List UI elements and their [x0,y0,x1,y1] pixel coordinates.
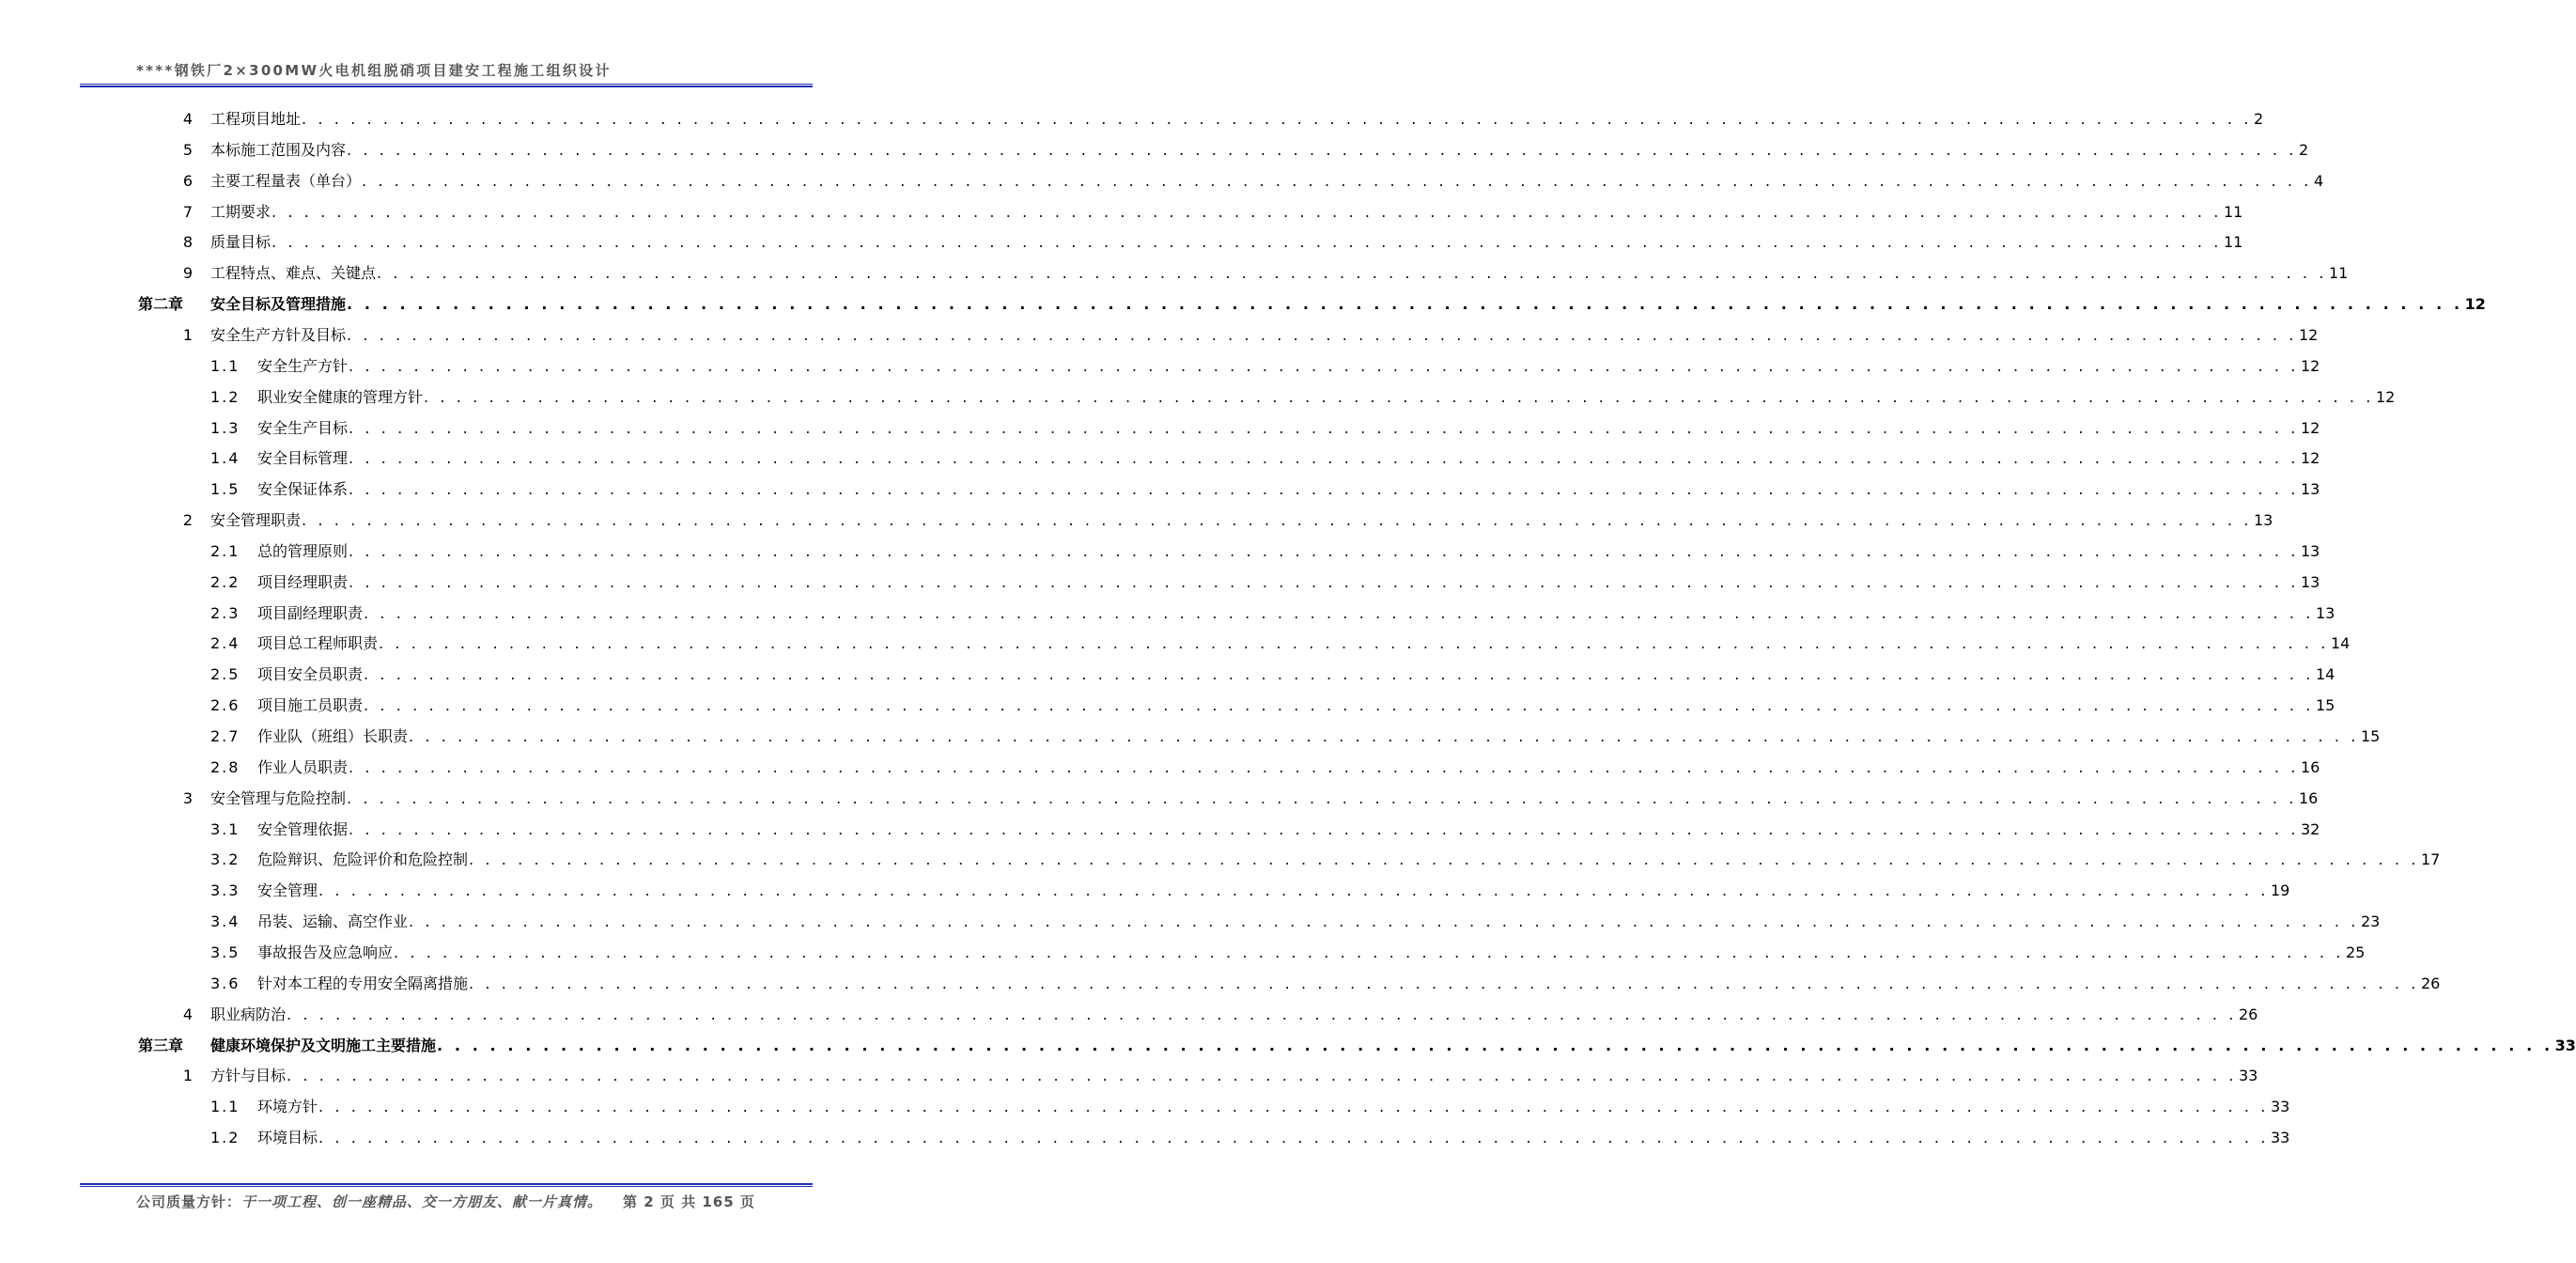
toc-entry-number: 3.5 [210,943,241,961]
toc-dot-leader: . . . . . . . . . . . . . . . . . . . . . . . . . . . . . . . . . . . . . . . . . . . . . . . . . . . . . . . . . . . . . . . . . . . . . . . . . . . . . . . . . . . . . . . . . . . . . . . . . . . . . . . . . . . . . . . . . . . . . . . . [469,850,2419,869]
toc-entry[interactable] [0,906,2381,937]
toc-entry-title: 职业安全健康的管理方针 [257,387,424,406]
toc-entry-page: 15 [2315,696,2335,715]
toc-entry-page: 14 [2330,634,2351,653]
toc-entry[interactable] [0,1030,2576,1061]
toc-entry-number: 2.8 [210,757,241,776]
toc-entry-title: 总的管理原则 [257,541,349,560]
toc-entry-number: 2.7 [210,727,241,745]
toc-entry-page: 32 [2300,819,2320,838]
toc-entry-page: 13 [2300,480,2320,499]
toc-entry[interactable] [0,721,2381,752]
toc-entry-title: 安全管理依据 [257,819,349,838]
toc-entry-number: 2.5 [210,665,241,684]
toc-entry[interactable] [0,1122,2290,1153]
toc-entry-page: 33 [2554,1036,2576,1054]
toc-entry-page: 12 [2300,418,2320,437]
toc-entry-title: 针对本工程的专用安全隔离措施 [257,974,469,992]
toc-entry-page: 4 [2313,171,2324,190]
footer-rule [80,1183,813,1185]
toc-entry-page: 11 [2223,233,2243,252]
toc-dot-leader: . . . . . . . . . . . . . . . . . . . . . . . . . . . . . . . . . . . . . . . . . . . . . . . . . . . . . . . . . . . . . . . . . . . . . . . . . . . . . . . . . . . . . . . . . . . . . . . . . . . . . . . . . . . . . . . . . . . . . . . . [349,356,2299,375]
toc-entry-title: 危险辩识、危险评价和危险控制 [257,850,469,869]
toc-entry-page: 33 [2238,1067,2258,1085]
toc-entry[interactable] [0,134,2309,165]
toc-dot-leader: . . . . . . . . . . . . . . . . . . . . . . . . . . . . . . . . . . . . . . . . . . . . . . . . . . . . . . . . . . . . . . . . . . . . . . . . . . . . . . . . . . . . . . . . . . . . . . . . . . . . . . . . . . . . . . . . . . . . . . . . [349,449,2299,468]
toc-dot-leader: . . . . . . . . . . . . . . . . . . . . . . . . . . . . . . . . . . . . . . . . . . . . . . . . . . . . . . . . . . . . . . . . . . . . . . . . . . . . . . . . . . . . . . . . . . . . . . . . . . . . . . . . . . . . . . . . . . . . . . . . [409,912,2359,931]
footer-motto: 干一项工程、创一座精品、交一方朋友、献一片真情。 [241,1193,603,1210]
toc-dot-leader: . . . . . . . . . . . . . . . . . . . . . . . . . . . . . . . . . . . . . . . . . . . . . . . . . . . . . . . . . . . . . . . . . . . . . . . . . . . . . . . . . . . . . . . . . . . . . . . . . . . . . . . . . . . . . . . . . . . . . . . . [364,696,2314,715]
footer-rule-thin [80,1186,813,1187]
page-header-title: ****钢铁厂2×300MW火电机组脱硝项目建安工程施工组织设计 [136,62,612,79]
toc-entry-page: 33 [2270,1098,2290,1116]
toc-dot-leader: . . . . . . . . . . . . . . . . . . . . . . . . . . . . . . . . . . . . . . . . . . . . . . . . . . . . . . . . . . . . . . . . . . . . . . . . . . . . . . . . . . . . . . . . . . . . . . . . . . . . . . . . . . . . . . . . . . . . . . . . [394,943,2344,961]
toc-entry-title: 环境方针 [257,1098,318,1116]
toc-entry-title: 项目总工程师职责 [257,634,379,653]
toc-entry-title: 事故报告及应急响应 [257,943,394,961]
toc-entry-title: 健康环境保护及文明施工主要措施 [210,1036,437,1054]
toc-dot-leader: . . . . . . . . . . . . . . . . . . . . . . . . . . . . . . . . . . . . . . . . . . . . . . . . . . . . . . . . . . . . . . . . . . . . . . . . . . . . . . . . . . . . . . . . . . . . . . . . . . . . . . . . . . . . . . . . . . . . . . . . [287,1067,2237,1085]
toc-entry-page: 2 [2298,140,2309,159]
toc-entry-page: 26 [2420,974,2441,992]
toc-entry-number: 2.1 [210,541,241,560]
toc-entry[interactable] [0,999,2258,1030]
toc-dot-leader: . . . . . . . . . . . . . . . . . . . . . . . . . . . . . . . . . . . . . . . . . . . . . . . . . . . . . . . . . . . . . . . . . . . . . . . . . . . . . . . . . . . . . . . . . . . . . . . . . . . . . . . . . . . . . . . . . . . . . . . . [469,974,2419,992]
toc-entry-title: 质量目标 [210,233,272,252]
toc-entry-number: 2.2 [210,572,241,591]
toc-entry[interactable] [0,443,2320,474]
toc-entry-title: 安全目标及管理措施 [210,295,347,314]
toc-entry-number: 1 [182,325,193,344]
toc-entry-page: 11 [2328,264,2349,283]
toc-dot-leader: . . . . . . . . . . . . . . . . . . . . . . . . . . . . . . . . . . . . . . . . . . . . . . . . . . . . . . . . . . . . . . . . . . . . . . . . . . . . . . . . . . . . . . . . . . . . . . . . . . . . . . . . . . . . . . . . . . . . . . . . [272,202,2222,221]
toc-dot-leader: . . . . . . . . . . . . . . . . . . . . . . . . . . . . . . . . . . . . . . . . . . . . . . . . . . . . . . . . . . . . . . . . . . . . . . . . . . . . . . . . . . . . . . . . . . . . . . . . . . . . . . . . . . . . . . . . . . . . . . . . [377,264,2327,283]
toc-entry-number: 4 [182,110,193,128]
toc-entry-number: 1 [182,1067,193,1085]
toc-entry-title: 安全生产方针及目标 [210,325,347,344]
toc-entry-page: 13 [2300,541,2320,560]
toc-dot-leader: . . . . . . . . . . . . . . . . . . . . . . . . . . . . . . . . . . . . . . . . . . . . . . . . . . . . . . . . . . . . . . . . . . . . . . . . . . . . . . . . . . . . . . . . . . . . . . . . . . . . . . . . . . . . . . . . . . . . . . . . [409,727,2359,745]
toc-entry-page: 17 [2420,850,2441,869]
toc-entry-number: 1.3 [210,418,241,437]
toc-entry[interactable] [0,814,2320,845]
toc-dot-leader: . . . . . . . . . . . . . . . . . . . . . . . . . . . . . . . . . . . . . . . . . . . . . . . . . . . . . . . . . . . . . . . . . . . . . . . . . . . . . . . . . . . . . . . . . . . . . . . . . . . . . . . . . . . . . . . . . . . . . . . . [287,1005,2237,1023]
toc-entry-title: 安全管理职责 [210,511,302,530]
toc-entry-number: 2 [182,511,193,530]
toc-entry-page: 12 [2464,295,2486,314]
toc-dot-leader: . . . . . . . . . . . . . . . . . . . . . . . . . . . . . . . . . . . . . . . . . . . . . . . . . . . . . . . . . . . . . . . . . . . . . . . . . . . . . . . . . . . . . . . . . . . . . . . . . . . . . . . . . . . . . . . . . . . . . . . . [424,387,2374,406]
toc-entry[interactable] [0,690,2335,721]
toc-entry[interactable] [0,598,2335,629]
toc-entry-title: 项目经理职责 [257,572,349,591]
toc-entry[interactable] [0,226,2243,257]
toc-entry[interactable] [0,103,2264,134]
toc-entry-number: 1.1 [210,356,241,375]
toc-dot-leader: . . . . . . . . . . . . . . . . . . . . . . . . . . . . . . . . . . . . . . . . . . . . . . . . . . . . . . . . . . . . . . . . . . . . . . . . . . . . . . . . . . . . . . . . . . . . . . . . . . . . . . . . . . . . . . . . . . . . . . . . [349,418,2299,437]
header-rule [80,84,813,85]
toc-entry[interactable] [0,536,2320,567]
toc-entry-number: 2.3 [210,603,241,622]
toc-entry-title: 项目安全员职责 [257,665,364,684]
toc-entry-title: 安全保证体系 [257,480,349,499]
toc-entry[interactable] [0,474,2320,505]
toc-dot-leader: . . . . . . . . . . . . . . . . . . . . . . . . . . . . . . . . . . . . . . . . . . . . . . . . . . . . . . . . . . . . . . . . . . . . . . . . . . . . . . . . . . . . . . . . . . . . . . . . . . . . . . . . . . . . . . . . . . . . . . . . [364,665,2314,684]
toc-entry-number: 1.2 [210,1129,241,1147]
toc-entry-title: 安全生产方针 [257,356,349,375]
toc-dot-leader: . . . . . . . . . . . . . . . . . . . . . . . . . . . . . . . . . . . . . . . . . . . . . . . . . . . . . . . . . . . . . . . . . . . . . . . . . . . . . . . . . . . . . . . . . . . . . . . . . . . . . . . . . . . . . . . . . . . . . . . . [379,634,2329,653]
toc-entry[interactable] [0,752,2320,783]
toc-entry[interactable] [0,382,2396,413]
toc-entry-number: 4 [182,1005,193,1023]
header-rule-thick [80,86,813,87]
toc-entry-page: 26 [2238,1005,2258,1023]
toc-entry-number: 1.1 [210,1098,241,1116]
toc-entry-title: 方针与目标 [210,1067,287,1085]
toc-entry[interactable] [0,505,2273,536]
toc-entry-page: 12 [2300,356,2320,375]
toc-entry-page: 25 [2345,943,2366,961]
toc-entry[interactable] [0,783,2319,814]
toc-entry[interactable] [0,257,2349,288]
toc-entry-number: 2.4 [210,634,241,653]
toc-entry-page: 13 [2315,603,2335,622]
toc-entry-number: 2.6 [210,696,241,715]
toc-entry-title: 工期要求 [210,202,272,221]
toc-entry-title: 作业队（班组）长职责 [257,727,409,745]
toc-dot-leader: . . . . . . . . . . . . . . . . . . . . . . . . . . . . . . . . . . . . . . . . . . . . . . . . . . . . . . . . . . . . . . . . . . . . . . . . . . . . . . . . . . . . . . . . . . . . . . . . . . . . . . . . . . . . . . . . . . . . . . . . [318,1098,2269,1116]
toc-entry-page: 11 [2223,202,2243,221]
toc-dot-leader: . . . . . . . . . . . . . . . . . . . . . . . . . . . . . . . . . . . . . . . . . . . . . . . . . . . . . . . . . . . . . . . . . . . . . . . . . . . . . . . . . . . . . . . . . . . . . . . . . . . . . . . . . . . . . . . . . . . . . . . . [349,757,2299,776]
toc-entry-page: 16 [2298,788,2319,807]
toc-entry-page: 16 [2300,757,2320,776]
toc-entry-page: 14 [2315,665,2335,684]
toc-dot-leader: . . . . . . . . . . . . . . . . . . . . . . . . . . . . . . . . . . . . . . . . . . . . . . . . . . . . . . . . . . . . . . . . . . . . . . . . . . . . . . . . . . . . . . . . . . . . . . . . . . . . . . . . . . . . . . . . . . . . . . . . [302,110,2252,128]
toc-entry[interactable] [0,844,2441,875]
toc-entry[interactable] [0,320,2319,351]
toc-entry-title: 项目副经理职责 [257,603,364,622]
toc-dot-leader: . . . . . . . . . . . . . . . . . . . . . . . . . . . . . . . . . . . . . . . . . . . . . . . . . . . . . . . . . . . . . . . . . . . . . . . . . . . . . . . . . . . . . . . . . . . . . . . . . . . . . . . . . . . . . . . . . . . . . . . . [272,233,2222,252]
toc-entry-title: 作业人员职责 [257,757,349,776]
toc-entry-title: 职业病防治 [210,1005,287,1023]
footer-label: 公司质量方针： [136,1193,242,1210]
toc-dot-leader: . . . . . . . . . . . . . . . . . . . . . . . . . . . . . . . . . . . . . . . . . . . . . . . . . . . . . . . . . . . . . . . . . . . . . . . . . . . . . . . . . . . . . . . . . . . . . . . . . . . . . . . . . . . . . . . . . . . . . . . . [347,140,2297,159]
toc-entry[interactable] [0,165,2324,196]
toc-entry-number: 3.3 [210,881,241,900]
toc-entry-title: 安全管理 [257,881,318,900]
toc-entry-title: 本标施工范围及内容 [210,140,347,159]
toc-entry-title: 安全管理与危险控制 [210,788,347,807]
toc-entry[interactable] [0,288,2486,320]
toc-entry[interactable] [0,659,2335,690]
toc-dot-leader: . . . . . . . . . . . . . . . . . . . . . . . . . . . . . . . . . . . . . . . . . . . . . . . . . . . . . . . . . . . . . . . . . . . . . . . . . . . . . . . . . . . . . . . . . . . . . . . . . . . . . . . . . . . . . . . . . . . . . . . . [349,819,2299,838]
toc-dot-leader: . . . . . . . . . . . . . . . . . . . . . . . . . . . . . . . . . . . . . . . . . . . . . . . . . . . . . . . . . . . . . . . . . . . . . . . . . . . . . . . . . . . . . . . . . . . . . . . . . . . . . . . . . . . . . . . . . . . . . . . . [347,325,2297,344]
toc-entry[interactable] [0,196,2243,227]
toc-entry-title: 工程特点、难点、关键点 [210,264,377,283]
toc-dot-leader: . . . . . . . . . . . . . . . . . . . . . . . . . . . . . . . . . . . . . . . . . . . . . . . . . . . . . . . . . . . . . . . . . . . . . . . . . . . . . . . . . . . . . . . . . . . . . . . . . . . . . . . . . . . . . . . . . . . . . . . . [318,1129,2269,1147]
toc-dot-leader: . . . . . . . . . . . . . . . . . . . . . . . . . . . . . . . . . . . . . . . . . . . . . . . . . . . . . . . . . . . . . . . . . . . . . . . . . . . . . . . . . . . . . . . . . . . . . . . . . . . . . . . . . . . . . . . . . . . . . . . . [349,480,2299,499]
toc-dot-leader: . . . . . . . . . . . . . . . . . . . . . . . . . . . . . . . . . . . . . . . . . . . . . . . . . . . . . . . . . . . . . . . . . . . . . . . . . . . . . . . . . . . . . . . . . . . . . . . . . . . . . . . . . . . . . . . . . . . . . . . . [347,788,2297,807]
toc-entry[interactable] [0,628,2351,659]
toc-dot-leader: . . . . . . . . . . . . . . . . . . . . . . . . . . . . . . . . . . . . . . . . . . . . . . . . . . . . . . . . . . . . . . . . . . . . . . . . . . . . . . . . . . . . . . . . . . . . . . . . . . . . . . . . . . . . . . . . . . . . . . . . [349,541,2299,560]
page-footer [136,1192,755,1211]
toc-entry-number: 第二章 [138,295,184,314]
toc-entry-number: 3.2 [210,850,241,869]
toc-entry-number: 3.6 [210,974,241,992]
toc-entry-number: 3.4 [210,912,241,931]
toc-entry-title: 安全生产目标 [257,418,349,437]
toc-entry-number: 6 [182,171,193,190]
toc-entry-title: 项目施工员职责 [257,696,364,715]
toc-entry-page: 13 [2253,511,2273,530]
toc-entry-page: 12 [2298,325,2319,344]
toc-entry-page: 23 [2360,912,2381,931]
toc-dot-leader: . . . . . . . . . . . . . . . . . . . . . . . . . . . . . . . . . . . . . . . . . . . . . . . . . . . . . . . . . . . . . . . . . . . . . . . . . . . . . . . . . . . . . . . . . . . . . . . . . . . . . . . . . . . . . . . . . . . . . . . . [437,1036,2553,1054]
toc-entry[interactable] [0,875,2290,906]
toc-entry[interactable] [0,1091,2290,1122]
toc-entry[interactable] [0,351,2320,382]
toc-entry-number: 第三章 [138,1036,184,1054]
toc-entry-number: 7 [182,202,193,221]
toc-entry-number: 8 [182,233,193,252]
toc-dot-leader: . . . . . . . . . . . . . . . . . . . . . . . . . . . . . . . . . . . . . . . . . . . . . . . . . . . . . . . . . . . . . . . . . . . . . . . . . . . . . . . . . . . . . . . . . . . . . . . . . . . . . . . . . . . . . . . . . . . . . . . . [364,603,2314,622]
toc-entry[interactable] [0,968,2441,999]
toc-entry-title: 安全目标管理 [257,449,349,468]
toc-entry-page: 19 [2270,881,2290,900]
toc-entry-page: 33 [2270,1129,2290,1147]
toc-entry-page: 12 [2375,387,2396,406]
toc-entry[interactable] [0,937,2366,968]
toc-dot-leader: . . . . . . . . . . . . . . . . . . . . . . . . . . . . . . . . . . . . . . . . . . . . . . . . . . . . . . . . . . . . . . . . . . . . . . . . . . . . . . . . . . . . . . . . . . . . . . . . . . . . . . . . . . . . . . . . . . . . . . . . [362,171,2312,190]
toc-entry[interactable] [0,413,2320,444]
toc-entry-number: 1.5 [210,480,241,499]
toc-entry[interactable] [0,1060,2258,1091]
toc-entry-number: 1.4 [210,449,241,468]
toc-entry-number: 1.2 [210,387,241,406]
footer-page-info: 第 2 页 共 165 页 [623,1193,755,1210]
toc-dot-leader: . . . . . . . . . . . . . . . . . . . . . . . . . . . . . . . . . . . . . . . . . . . . . . . . . . . . . . . . . . . . . . . . . . . . . . . . . . . . . . . . . . . . . . . . . . . . . . . . . . . . . . . . . . . . . . . . . . . . . . . . [347,295,2463,314]
toc-dot-leader: . . . . . . . . . . . . . . . . . . . . . . . . . . . . . . . . . . . . . . . . . . . . . . . . . . . . . . . . . . . . . . . . . . . . . . . . . . . . . . . . . . . . . . . . . . . . . . . . . . . . . . . . . . . . . . . . . . . . . . . . [349,572,2299,591]
toc-entry-page: 15 [2360,727,2381,745]
toc-entry-title: 环境目标 [257,1129,318,1147]
toc-entry-title: 吊装、运输、高空作业 [257,912,409,931]
toc-entry-page: 2 [2253,110,2264,128]
toc-entry-page: 12 [2300,449,2320,468]
toc-entry-number: 5 [182,140,193,159]
toc-dot-leader: . . . . . . . . . . . . . . . . . . . . . . . . . . . . . . . . . . . . . . . . . . . . . . . . . . . . . . . . . . . . . . . . . . . . . . . . . . . . . . . . . . . . . . . . . . . . . . . . . . . . . . . . . . . . . . . . . . . . . . . . [318,881,2269,900]
toc-entry-number: 3 [182,788,193,807]
toc-entry-title: 主要工程量表（单台） [210,171,362,190]
toc-entry-number: 3.1 [210,819,241,838]
toc-entry-title: 工程项目地址 [210,110,302,128]
toc-entry[interactable] [0,567,2320,598]
toc-entry-number: 9 [182,264,193,283]
toc-entry-page: 13 [2300,572,2320,591]
toc-dot-leader: . . . . . . . . . . . . . . . . . . . . . . . . . . . . . . . . . . . . . . . . . . . . . . . . . . . . . . . . . . . . . . . . . . . . . . . . . . . . . . . . . . . . . . . . . . . . . . . . . . . . . . . . . . . . . . . . . . . . . . . . [302,511,2252,530]
